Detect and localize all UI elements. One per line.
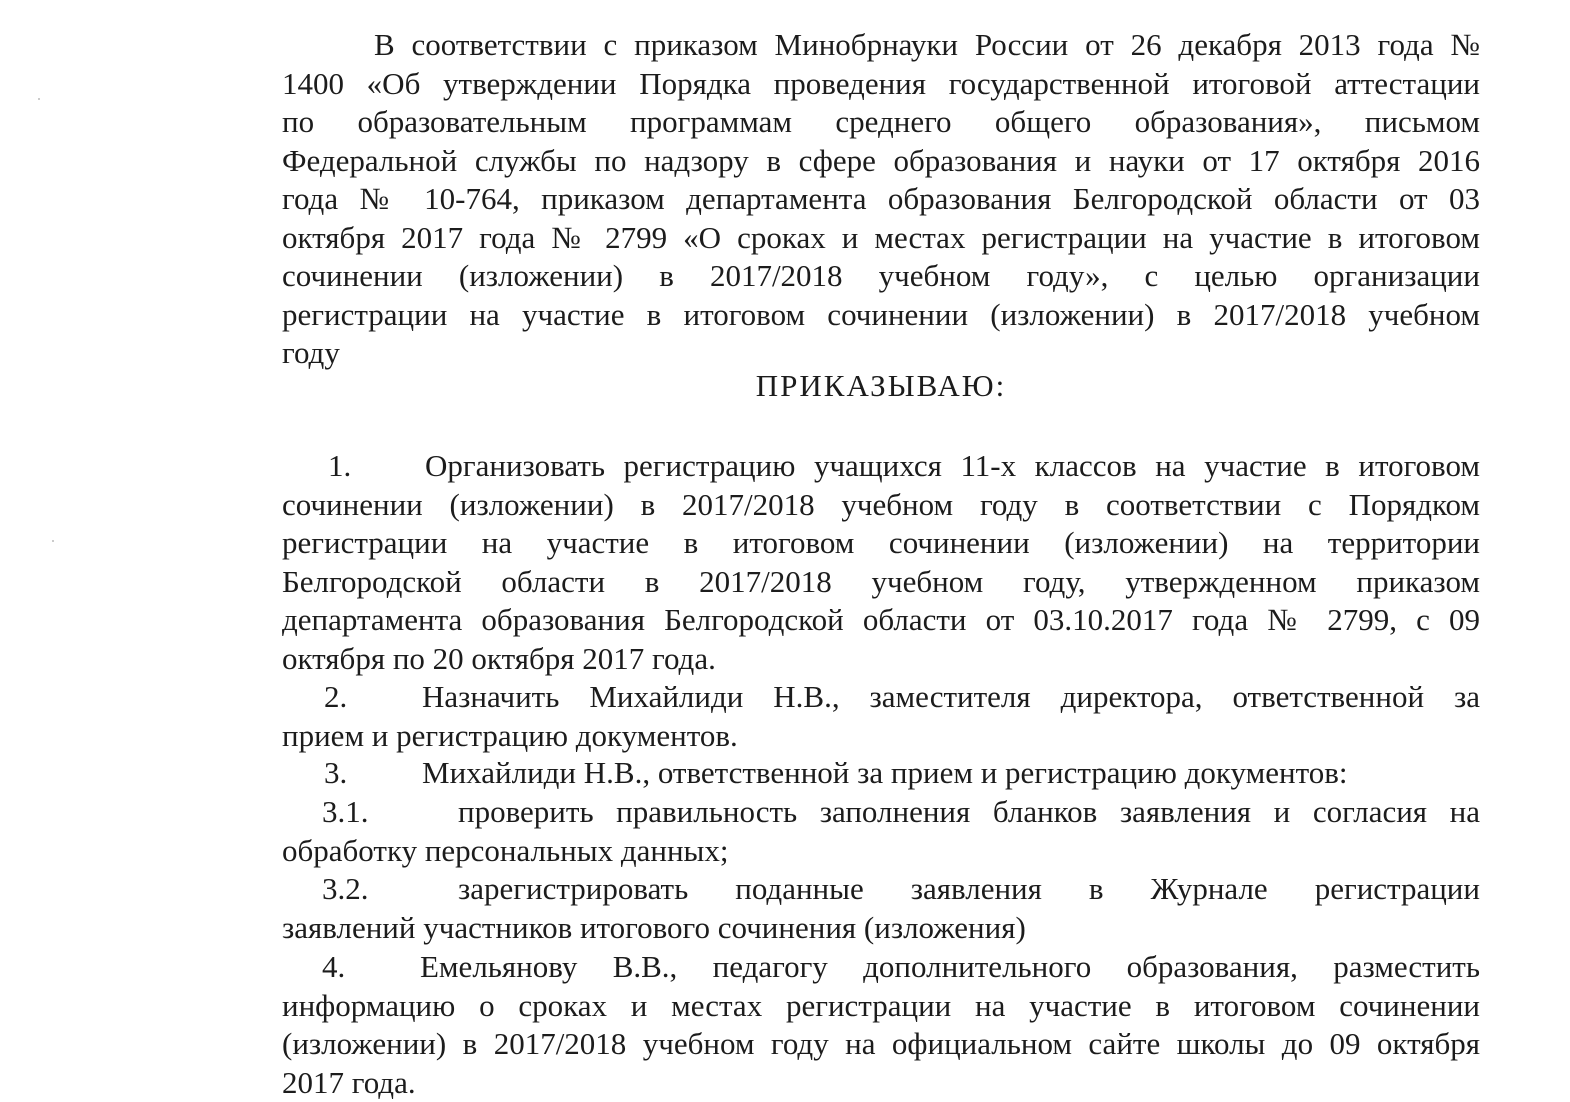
intro-line: 1400 «Об утверждении Порядка проведения государственной итоговой аттестации xyxy=(282,65,1480,104)
item-line: Емельянову В.В., педагогу дополнительного образования, разместить xyxy=(420,948,1480,987)
order-item-2 xyxy=(282,678,1480,755)
item-line: Белгородской области в 2017/2018 учебном году, утвержденном приказом xyxy=(282,563,1480,602)
item-number: 3.1. xyxy=(282,793,458,832)
item-line: (изложении) в 2017/2018 учебном году на официальном сайте школы до 09 октября xyxy=(282,1025,1480,1064)
intro-line: году xyxy=(282,334,1480,373)
intro-line: регистрации на участие в итоговом сочинении (изложении) в 2017/2018 учебном xyxy=(282,296,1480,335)
order-item-3 xyxy=(282,754,1480,793)
intro-line: Федеральной службы по надзору в сфере образования и науки от 17 октября 2016 xyxy=(282,142,1480,181)
item-line: заявлений участников итогового сочинения (изложения) xyxy=(282,909,1480,948)
item-number: 2. xyxy=(282,678,422,717)
order-item-3-1 xyxy=(282,793,1480,870)
item-number: 3. xyxy=(282,754,422,793)
order-item-3-2 xyxy=(282,870,1480,947)
item-line: регистрации на участие в итоговом сочинении (изложении) на территории xyxy=(282,524,1480,563)
item-number: 4. xyxy=(282,948,420,987)
order-heading: ПРИКАЗЫВАЮ: xyxy=(282,368,1480,404)
item-line: департамента образования Белгородской области от 03.10.2017 года № 2799, с 09 xyxy=(282,601,1480,640)
item-line: зарегистрировать поданные заявления в Журнале регистрации xyxy=(458,870,1480,909)
item-line: прием и регистрацию документов. xyxy=(282,717,1480,756)
item-line: Назначить Михайлиди Н.В., заместителя директора, ответственной за xyxy=(422,678,1480,717)
item-line: 2017 года. xyxy=(282,1064,1480,1102)
item-line: проверить правильность заполнения бланков заявления и согласия на xyxy=(458,793,1480,832)
item-number: 1. xyxy=(282,447,425,486)
intro-line: октября 2017 года № 2799 «О сроках и местах регистрации на участие в итоговом xyxy=(282,219,1480,258)
item-number: 3.2. xyxy=(282,870,458,909)
item-line: обработку персональных данных; xyxy=(282,832,1480,871)
item-line: октября по 20 октября 2017 года. xyxy=(282,640,1480,679)
order-item-1 xyxy=(282,447,1480,678)
order-item-4 xyxy=(282,948,1480,1102)
intro-line: по образовательным программам среднего общего образования», письмом xyxy=(282,103,1480,142)
intro-paragraph xyxy=(282,26,1480,373)
item-line: сочинении (изложении) в 2017/2018 учебном году в соответствии с Порядком xyxy=(282,486,1480,525)
scan-speck xyxy=(38,98,40,100)
item-line: Организовать регистрацию учащихся 11-х классов на участие в итоговом xyxy=(425,447,1480,486)
item-line: Михайлиди Н.В., ответственной за прием и регистрацию документов: xyxy=(422,754,1480,793)
intro-line: В соответствии с приказом Минобрнауки России от 26 декабря 2013 года № xyxy=(282,26,1480,65)
item-line: информацию о сроках и местах регистрации на участие в итоговом сочинении xyxy=(282,987,1480,1026)
intro-line: сочинении (изложении) в 2017/2018 учебном году», с целью организации xyxy=(282,257,1480,296)
scan-speck xyxy=(52,540,54,542)
intro-line: года № 10-764, приказом департамента образования Белгородской области от 03 xyxy=(282,180,1480,219)
